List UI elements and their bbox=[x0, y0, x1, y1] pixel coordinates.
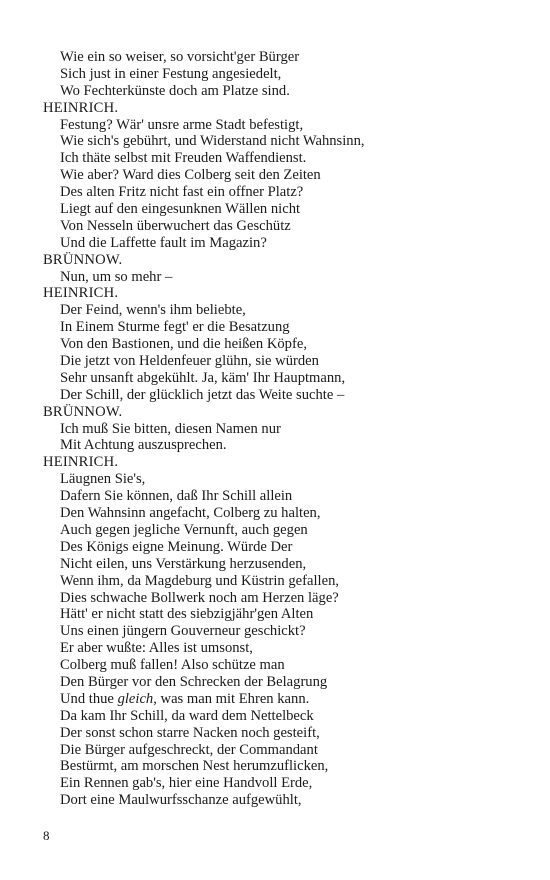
verse-line: Festung? Wär' unsre arme Stadt befestigt, bbox=[60, 116, 304, 133]
verse-line: Nun, um so mehr – bbox=[60, 268, 173, 285]
verse-line: Liegt auf den eingesunknen Wällen nicht bbox=[60, 201, 301, 218]
emphasis-after: , was man mit Ehren kann. bbox=[153, 690, 310, 707]
emphasis-before: Und thue bbox=[60, 690, 118, 707]
drama-text bbox=[43, 49, 523, 809]
verse-line: Den Wahnsinn angefacht, Colberg zu halten, bbox=[60, 505, 321, 522]
verse-line: Mit Achtung auszusprechen. bbox=[60, 437, 227, 454]
verse-line: Von den Bastionen, und die heißen Köpfe, bbox=[60, 336, 307, 353]
verse-line: Da kam Ihr Schill, da ward dem Nettelbeck bbox=[60, 707, 314, 724]
verse-line: Sich just in einer Festung angesiedelt, bbox=[60, 65, 282, 82]
verse-line: Die jetzt von Heldenfeuer glühn, sie würden bbox=[60, 353, 319, 370]
verse-line-emphasis bbox=[43, 691, 523, 708]
verse-line: Wenn ihm, da Magdeburg und Küstrin gefallen, bbox=[60, 572, 340, 589]
verse-line: Ich muß Sie bitten, diesen Namen nur bbox=[60, 420, 281, 437]
speaker-name: HEINRICH. bbox=[43, 454, 119, 471]
speaker-name: HEINRICH. bbox=[43, 285, 119, 302]
verse-line: In Einem Sturme fegt' er die Besatzung bbox=[60, 319, 290, 336]
verse-line: Bestürmt, am morschen Nest herumzuflicken, bbox=[60, 758, 329, 775]
page-number: 8 bbox=[43, 828, 50, 843]
verse-line: Uns einen jüngern Gouverneur geschickt? bbox=[60, 623, 306, 640]
verse-line: Ich thäte selbst mit Freuden Waffendienst. bbox=[60, 150, 307, 167]
verse-line: Nicht eilen, uns Verstärkung herzusenden, bbox=[60, 555, 307, 572]
verse-line: Wie ein so weiser, so vorsicht'ger Bürger bbox=[60, 49, 300, 65]
verse-line: Sehr unsanft abgekühlt. Ja, käm' Ihr Hauptmann, bbox=[60, 369, 346, 386]
verse-line: Dort eine Maulwurfsschanze aufgewühlt, bbox=[60, 792, 302, 809]
verse-line: Dies schwache Bollwerk noch am Herzen läge? bbox=[60, 589, 339, 606]
verse-line: Wie aber? Ward dies Colberg seit den Zeiten bbox=[60, 167, 321, 184]
verse-line: Der sonst schon starre Nacken noch gesteift, bbox=[60, 724, 320, 741]
speaker-name: HEINRICH. bbox=[43, 99, 119, 116]
speaker-name: BRÜNNOW. bbox=[43, 403, 123, 420]
verse-line: Dafern Sie können, daß Ihr Schill allein bbox=[60, 488, 293, 505]
verse-line: Von Nesseln überwuchert das Geschütz bbox=[60, 217, 291, 234]
verse-line: Den Bürger vor den Schrecken der Belagrung bbox=[60, 673, 328, 690]
verse-line: Der Schill, der glücklich jetzt das Weite suchte – bbox=[60, 386, 345, 403]
verse-line: Läugnen Sie's, bbox=[60, 471, 146, 488]
verse-line: Und die Laffette fault im Magazin? bbox=[60, 234, 267, 251]
verse-line: Ein Rennen gab's, hier eine Handvoll Erde, bbox=[60, 775, 313, 792]
verse-line: Wo Fechterkünste doch am Platze sind. bbox=[60, 82, 290, 99]
verse-line: Auch gegen jegliche Vernunft, auch gegen bbox=[60, 521, 308, 538]
verse-line: Des Königs eigne Meinung. Würde Der bbox=[60, 538, 293, 555]
verse-line: Er aber wußte: Alles ist umsonst, bbox=[60, 640, 253, 657]
verse-line: Wie sich's gebührt, und Widerstand nicht Wahnsinn, bbox=[60, 133, 365, 150]
verse-line: Der Feind, wenn's ihm beliebte, bbox=[60, 302, 246, 319]
emphasis-italic: gleich bbox=[117, 690, 154, 707]
verse-line: Die Bürger aufgeschreckt, der Commandant bbox=[60, 741, 318, 758]
verse-line: Des alten Fritz nicht fast ein offner Platz? bbox=[60, 184, 304, 201]
verse-line: Colberg muß fallen! Also schütze man bbox=[60, 657, 285, 674]
verse-line: Hätt' er nicht statt des siebzigjähr'gen Alten bbox=[60, 606, 314, 623]
speaker-name: BRÜNNOW. bbox=[43, 251, 123, 268]
